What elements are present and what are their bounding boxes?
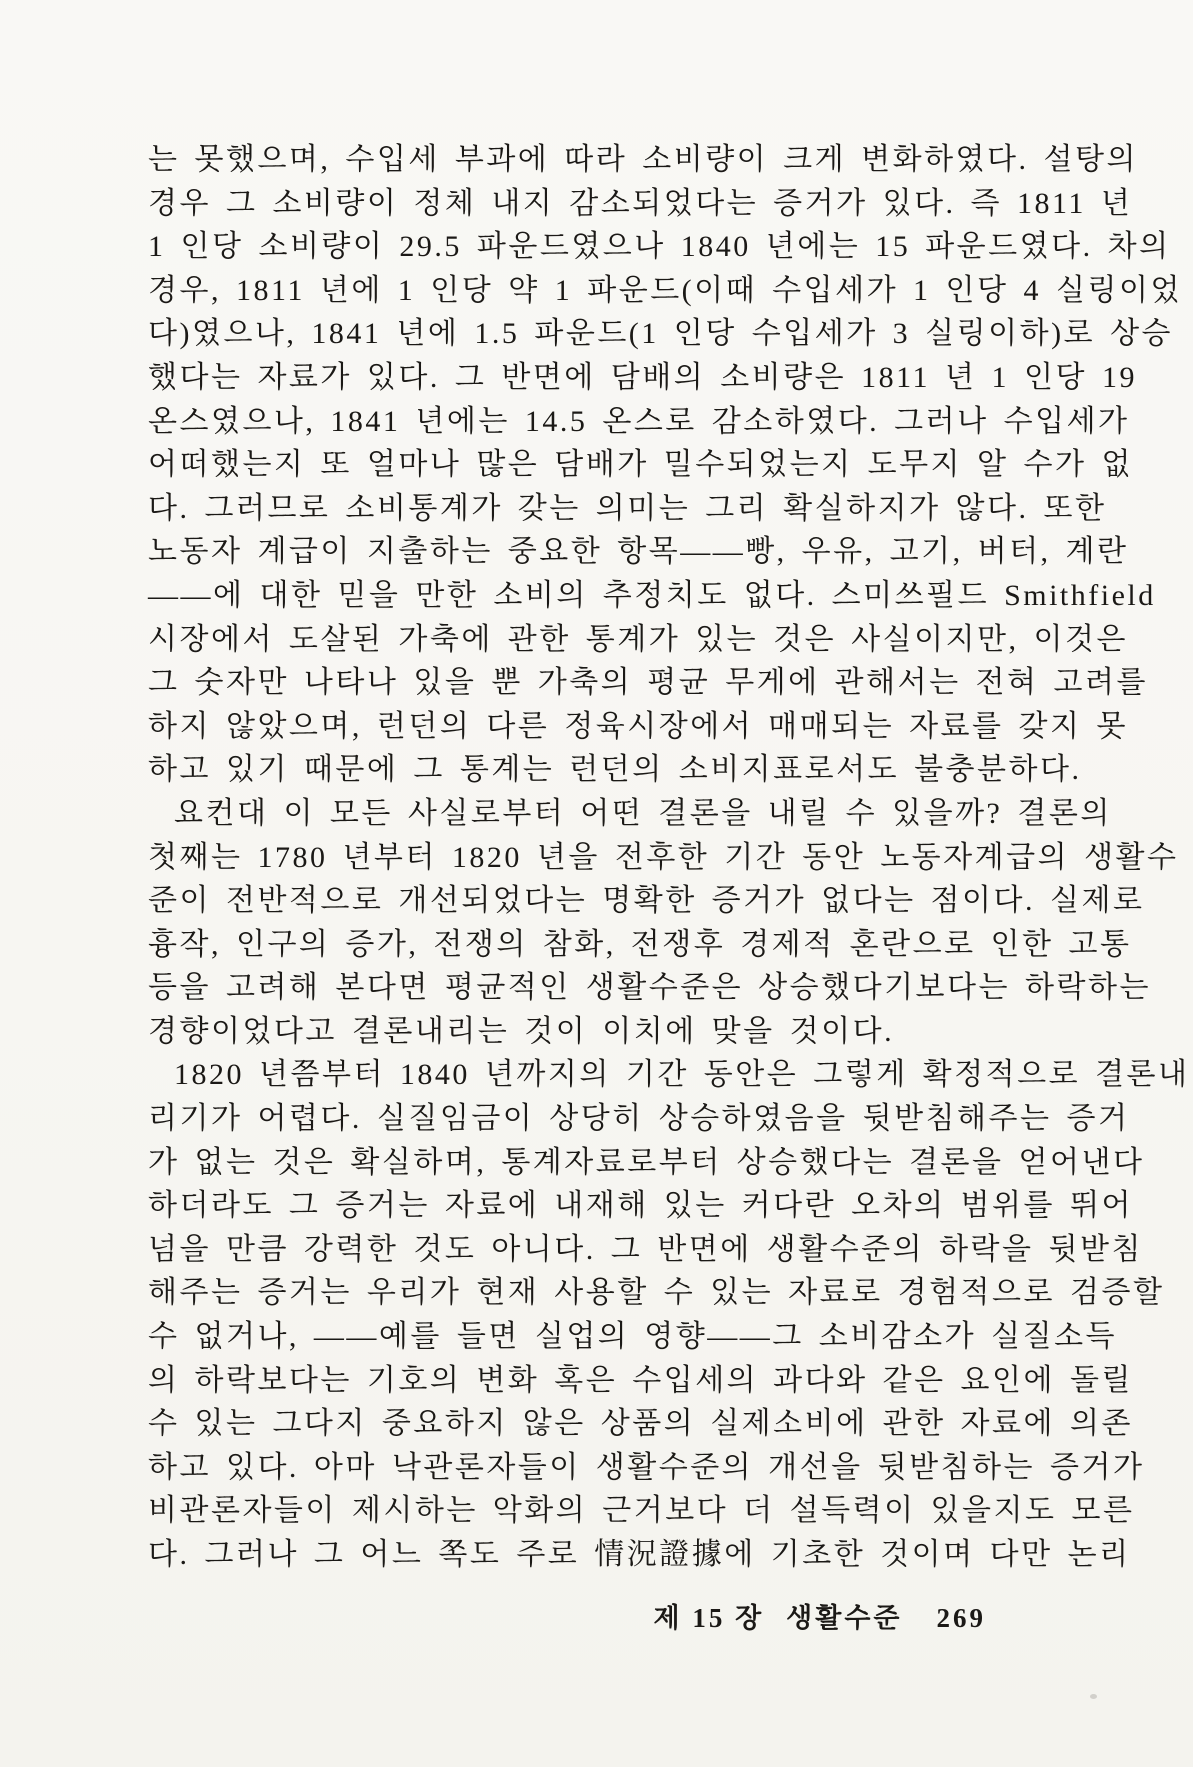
page-footer	[148, 1596, 986, 1635]
text-line: 비관론자들이 제시하는 악화의 근거보다 더 설득력이 있을지도 모른	[148, 1494, 1135, 1528]
text-line: 어떠했는지 또 얼마나 많은 담배가 밀수되었는지 도무지 알 수가 없	[148, 448, 1133, 482]
text-line: 다)였으나, 1841 년에 1.5 파운드(1 인당 수입세가 3 실링이하)로 상승	[148, 317, 1174, 351]
text-line: 하고 있다. 아마 낙관론자들이 생활수준의 개선을 뒷받침하는 증거가	[148, 1450, 1145, 1484]
text-line: 경우 그 소비량이 정체 내지 감소되었다는 증거가 있다. 즉 1811 년	[148, 186, 1133, 220]
text-line: 하더라도 그 증거는 자료에 내재해 있는 커다란 오차의 범위를 뛰어	[148, 1189, 1133, 1223]
text-line: 1820 년쯤부터 1840 년까지의 기간 동안은 그렇게 확정적으로 결론내	[174, 1058, 1190, 1092]
text-line: 시장에서 도살된 가축에 관한 통계가 있는 것은 사실이지만, 이것은	[148, 622, 1128, 656]
text-line: 리기가 어렵다. 실질임금이 상당히 상승하였음을 뒷받침해주는 증거	[148, 1102, 1130, 1136]
text-line: 경우, 1811 년에 1 인당 약 1 파운드(이때 수입세가 1 인당 4 실링이었	[148, 273, 1182, 307]
text-line: 하고 있기 때문에 그 통계는 런던의 소비지표로서도 불충분하다.	[148, 753, 1082, 787]
text-line: 노동자 계급이 지출하는 중요한 항목——빵, 우유, 고기, 버터, 계란	[148, 535, 1129, 569]
text-line: 가 없는 것은 확실하며, 통계자료로부터 상승했다는 결론을 얻어낸다	[148, 1145, 1145, 1179]
text-line: 해주는 증거는 우리가 현재 사용할 수 있는 자료로 경험적으로 검증할	[148, 1276, 1165, 1310]
footer-chapter-label: 제 15 장	[653, 1603, 765, 1633]
text-line: 수 있는 그다지 중요하지 않은 상품의 실제소비에 관한 자료에 의존	[148, 1407, 1133, 1441]
text-line: 수 없거나, ——예를 들면 실업의 영향——그 소비감소가 실질소득	[148, 1320, 1118, 1354]
text-line: 준이 전반적으로 개선되었다는 명확한 증거가 없다는 점이다. 실제로	[148, 884, 1145, 918]
text-line: 경향이었다고 결론내리는 것이 이치에 맞을 것이다.	[148, 1014, 895, 1048]
text-line: 요컨대 이 모든 사실로부터 어떤 결론을 내릴 수 있을까? 결론의	[174, 796, 1112, 830]
text-line: 첫째는 1780 년부터 1820 년을 전후한 기간 동안 노동자계급의 생활수	[148, 840, 1179, 874]
text-line: ——에 대한 믿을 만한 소비의 추정치도 없다. 스미쓰필드 Smithfield	[148, 578, 1156, 612]
text-block	[148, 138, 1190, 1577]
footer-section-title: 생활수준	[786, 1603, 903, 1633]
text-line: 온스였으나, 1841 년에는 14.5 온스로 감소하였다. 그러나 수입세가	[148, 404, 1130, 438]
text-line: 했다는 자료가 있다. 그 반면에 담배의 소비량은 1811 년 1 인당 19	[148, 360, 1137, 394]
footer-page-number: 269	[936, 1603, 986, 1633]
text-line: 1 인당 소비량이 29.5 파운드였으나 1840 년에는 15 파운드였다. 차의	[148, 230, 1171, 264]
text-line: 등을 고려해 본다면 평균적인 생활수준은 상승했다기보다는 하락하는	[148, 971, 1151, 1005]
text-line: 다. 그러나 그 어느 쪽도 주로 情況證據에 기초한 것이며 다만 논리	[148, 1538, 1131, 1571]
text-line: 그 숫자만 나타나 있을 뿐 가축의 평균 무게에 관해서는 전혀 고려를	[148, 666, 1148, 700]
text-line: 흉작, 인구의 증가, 전쟁의 참화, 전쟁후 경제적 혼란으로 인한 고통	[148, 927, 1132, 961]
scan-artifact-dot	[1090, 1694, 1097, 1699]
text-line: 다. 그러므로 소비통계가 갖는 의미는 그리 확실하지가 않다. 또한	[148, 491, 1107, 525]
text-line: 의 하락보다는 기호의 변화 혹은 수입세의 과다와 같은 요인에 돌릴	[148, 1363, 1133, 1397]
text-line: 하지 않았으며, 런던의 다른 정육시장에서 매매되는 자료를 갖지 못	[148, 709, 1128, 743]
text-line: 넘을 만큼 강력한 것도 아니다. 그 반면에 생활수준의 하락을 뒷받침	[148, 1232, 1143, 1266]
text-line: 는 못했으며, 수입세 부과에 따라 소비량이 크게 변화하였다. 설탕의	[148, 143, 1138, 176]
